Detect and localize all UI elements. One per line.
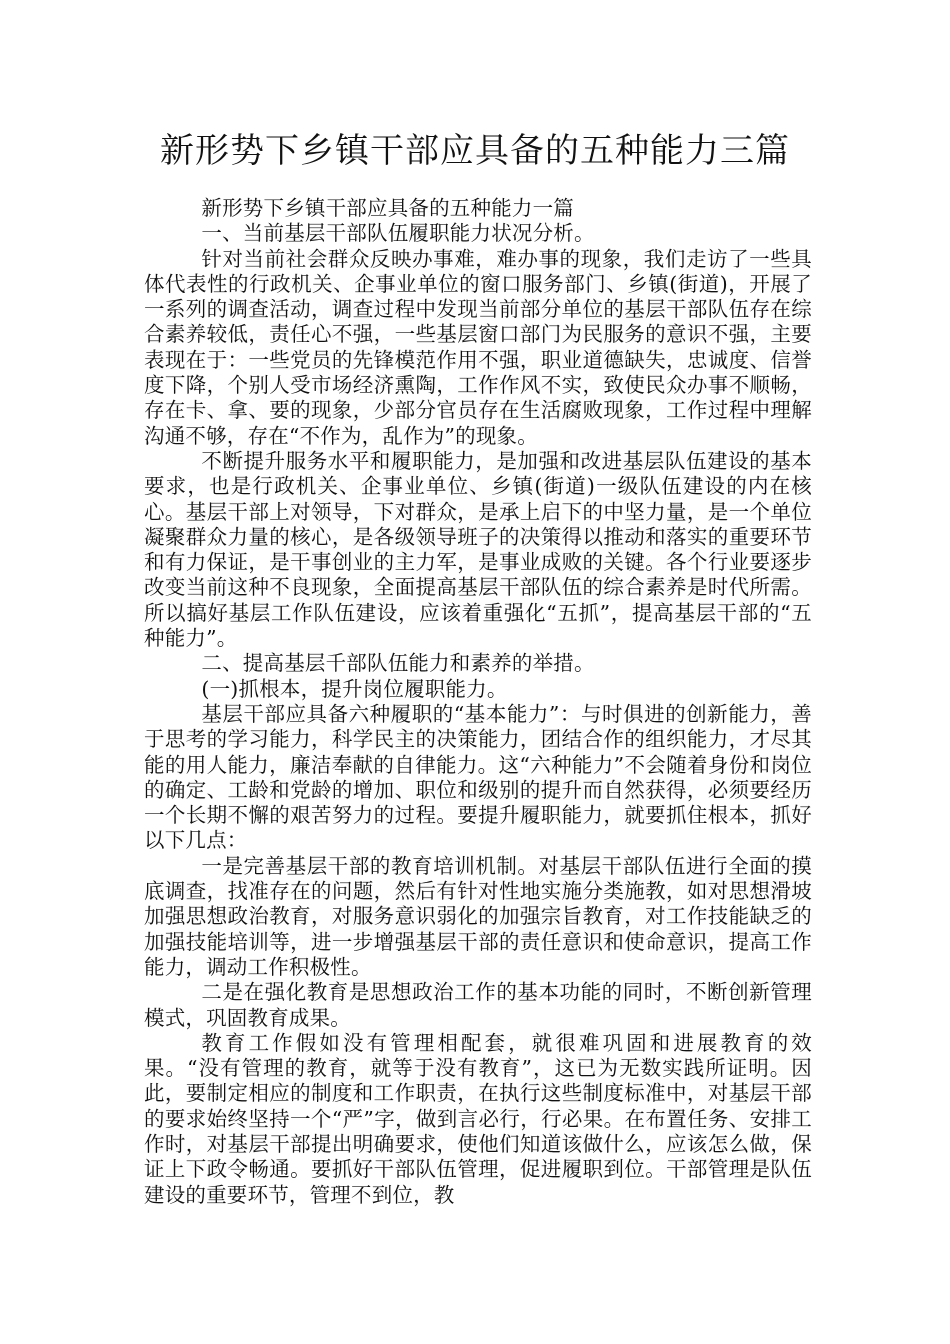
body-paragraph: 不断提升服务水平和履职能力，是加强和改进基层队伍建设的基本要求，也是行政机关、企事业单位、乡镇(街道)一级队伍建设的内在核心。基层干部上对领导，下对群众，是承上启下的中坚力量，是一个单位凝聚群众力量的核心，是各级领导班子的决策得以推动和落实的重要环节和有力保证，是干事创业的主力军，是事业成败的关键。各个行业要逐步改变当前这种不良现象，全面提高基层干部队伍的综合素养是时代所需。所以搞好基层工作队伍建设，应该着重强化“五抓”，提高基层干部的“五种能力”。 [144, 448, 812, 651]
body-paragraph: 二是在强化教育是思想政治工作的基本功能的同时，不断创新管理模式，巩固教育成果。 [144, 980, 812, 1030]
document-title: 新形势下乡镇干部应具备的五种能力三篇 [160, 131, 790, 171]
subsection-heading: (一)抓根本，提升岗位履职能力。 [201, 676, 508, 701]
document-body [144, 196, 812, 1208]
section-heading: 二、提高基层千部队伍能力和素养的举措。 [201, 651, 595, 676]
body-paragraph: 针对当前社会群众反映办事难，难办事的现象，我们走访了一些具体代表性的行政机关、企事业单位的窗口服务部门、乡镇(街道)，开展了一系列的调查活动，调查过程中发现当前部分单位的基层干部队伍存在综合素养较低，责任心不强，一些基层窗口部门为民服务的意识不强，主要表现在于：一些党员的先锋模范作用不强，职业道德缺失，忠诚度、信誉度下降，个别人受市场经济熏陶，工作作风不实，致使民众办事不顺畅，存在卡、拿、要的现象，少部分官员存在生活腐败现象，工作过程中理解沟通不够，存在“不作为，乱作为”的现象。 [144, 246, 812, 448]
body-paragraph: 教育工作假如没有管理相配套，就很难巩固和进展教育的效果。“没有管理的教育，就等于没有教育”，这已为无数实践所证明。因此，要制定相应的制度和工作职责，在执行这些制度标准中，对基层干部的要求始终坚持一个“严”字，做到言必行，行必果。在布置任务、安排工作时，对基层干部提出明确要求，使他们知道该做什么，应该怎么做，保证上下政令畅通。要抓好干部队伍管理，促进履职到位。干部管理是队伍建设的重要环节，管理不到位，教 [144, 1030, 812, 1207]
body-paragraph: 一是完善基层干部的教育培训机制。对基层干部队伍进行全面的摸底调查，找准存在的问题，然后有针对性地实施分类施教，如对思想滑坡加强思想政治教育，对服务意识弱化的加强宗旨教育，对工作技能缺乏的加强技能培训等，进一步增强基层干部的责任意识和使命意识，提高工作能力，调动工作积极性。 [144, 853, 812, 979]
body-paragraph: 基层干部应具备六种履职的“基本能力”：与时俱进的创新能力，善于思考的学习能力，科学民主的决策能力，团结合作的组织能力，才尽其能的用人能力，廉洁奉献的自律能力。这“六种能力”不会随着身份和岗位的确定、工龄和党龄的增加、职位和级别的提升而自然获得，必须要经历一个长期不懈的艰苦努力的过程。要提升履职能力，就要抓住根本，抓好以下几点： [144, 701, 812, 853]
section-heading: 一、当前基层干部队伍履职能力状况分析。 [201, 221, 595, 246]
subtitle-paragraph: 新形势下乡镇干部应具备的五种能力一篇 [201, 196, 574, 220]
